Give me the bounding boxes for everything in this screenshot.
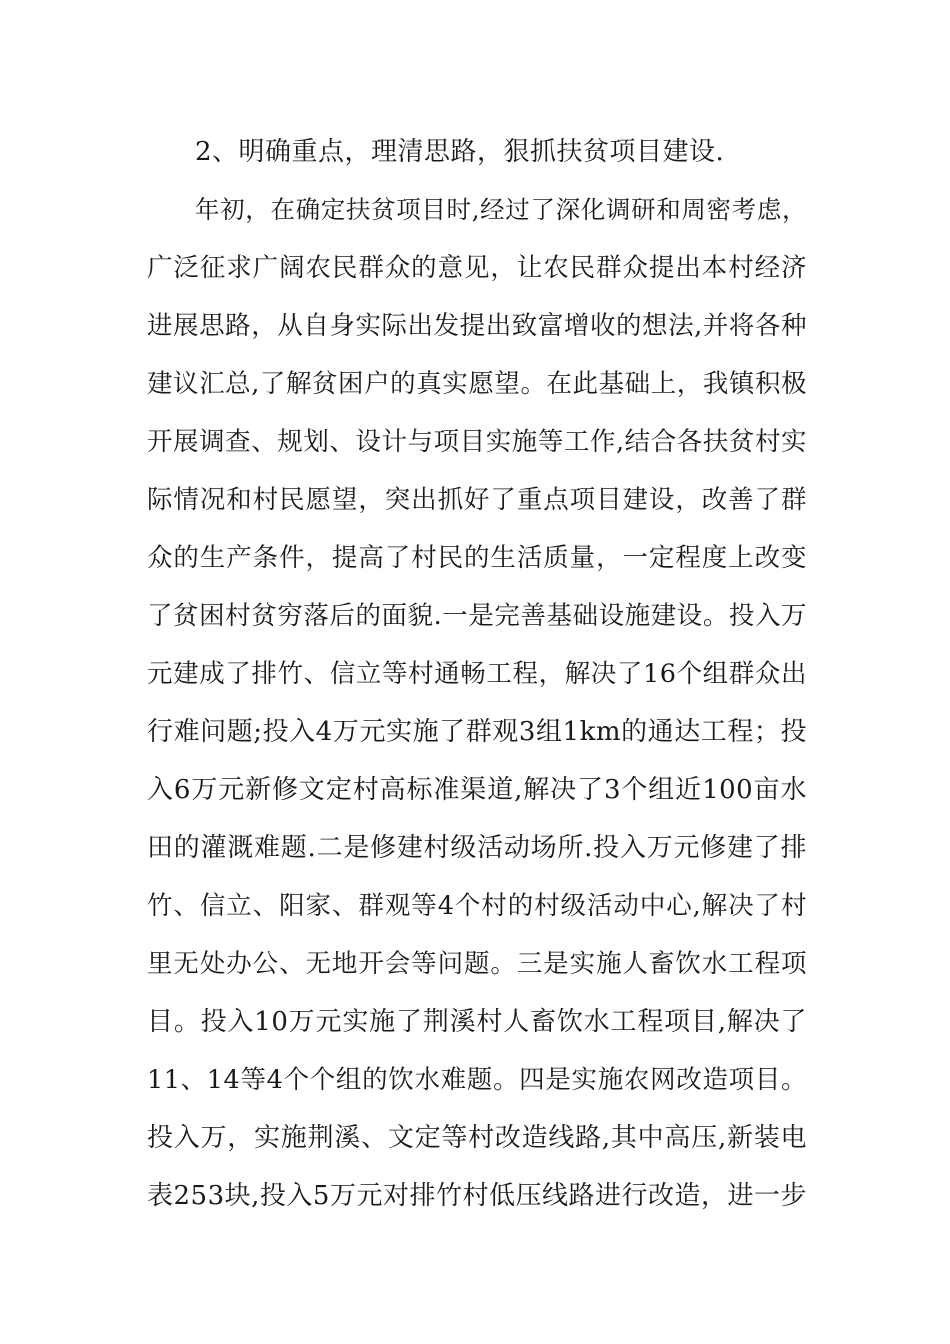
paragraph-line: 投入万，实施荆溪、文定等村改造线路,其中高压,新装电 bbox=[147, 1123, 807, 1153]
paragraph-line: 建议汇总,了解贫困户的真实愿望。在此基础上，我镇积极 bbox=[147, 369, 807, 399]
paragraph-line: 广泛征求广阔农民群众的意见，让农民群众提出本村经济 bbox=[147, 253, 807, 283]
paragraph-line: 行难问题;投入4万元实施了群观3组1km的通达工程；投 bbox=[147, 717, 807, 747]
paragraph-line: 际情况和村民愿望，突出抓好了重点项目建设，改善了群 bbox=[147, 485, 807, 515]
paragraph-line: 入6万元新修文定村高标准渠道,解决了3个组近100亩水 bbox=[147, 775, 807, 805]
paragraph-line: 进展思路，从自身实际出发提出致富增收的想法,并将各种 bbox=[147, 311, 807, 341]
paragraph-line: 竹、信立、阳家、群观等4个村的村级活动中心,解决了村 bbox=[147, 891, 807, 921]
paragraph-line: 开展调查、规划、设计与项目实施等工作,结合各扶贫村实 bbox=[147, 427, 807, 457]
paragraph-line: 元建成了排竹、信立等村通畅工程，解决了16个组群众出 bbox=[147, 659, 807, 689]
paragraph-line: 众的生产条件，提高了村民的生活质量，一定程度上改变 bbox=[147, 543, 807, 573]
paragraph-line: 表253块,投入5万元对排竹村低压线路进行改造，进一步 bbox=[147, 1181, 807, 1211]
paragraph-line: 田的灌溉难题.二是修建村级活动场所.投入万元修建了排 bbox=[147, 833, 807, 863]
paragraph-line: 目。投入10万元实施了荆溪村人畜饮水工程项目,解决了 bbox=[147, 1007, 807, 1037]
paragraph-line: 了贫困村贫穷落后的面貌.一是完善基础设施建设。投入万 bbox=[147, 601, 807, 631]
paragraph-line: 里无处办公、无地开会等问题。三是实施人畜饮水工程项 bbox=[147, 949, 807, 979]
paragraph-line: 年初，在确定扶贫项目时,经过了深化调研和周密考虑， bbox=[195, 195, 807, 224]
section-heading: 2、明确重点，理清思路，狠抓扶贫项目建设. bbox=[195, 137, 725, 167]
paragraph-line: 11、14等4个个组的饮水难题。四是实施农网改造项目。 bbox=[147, 1065, 807, 1095]
